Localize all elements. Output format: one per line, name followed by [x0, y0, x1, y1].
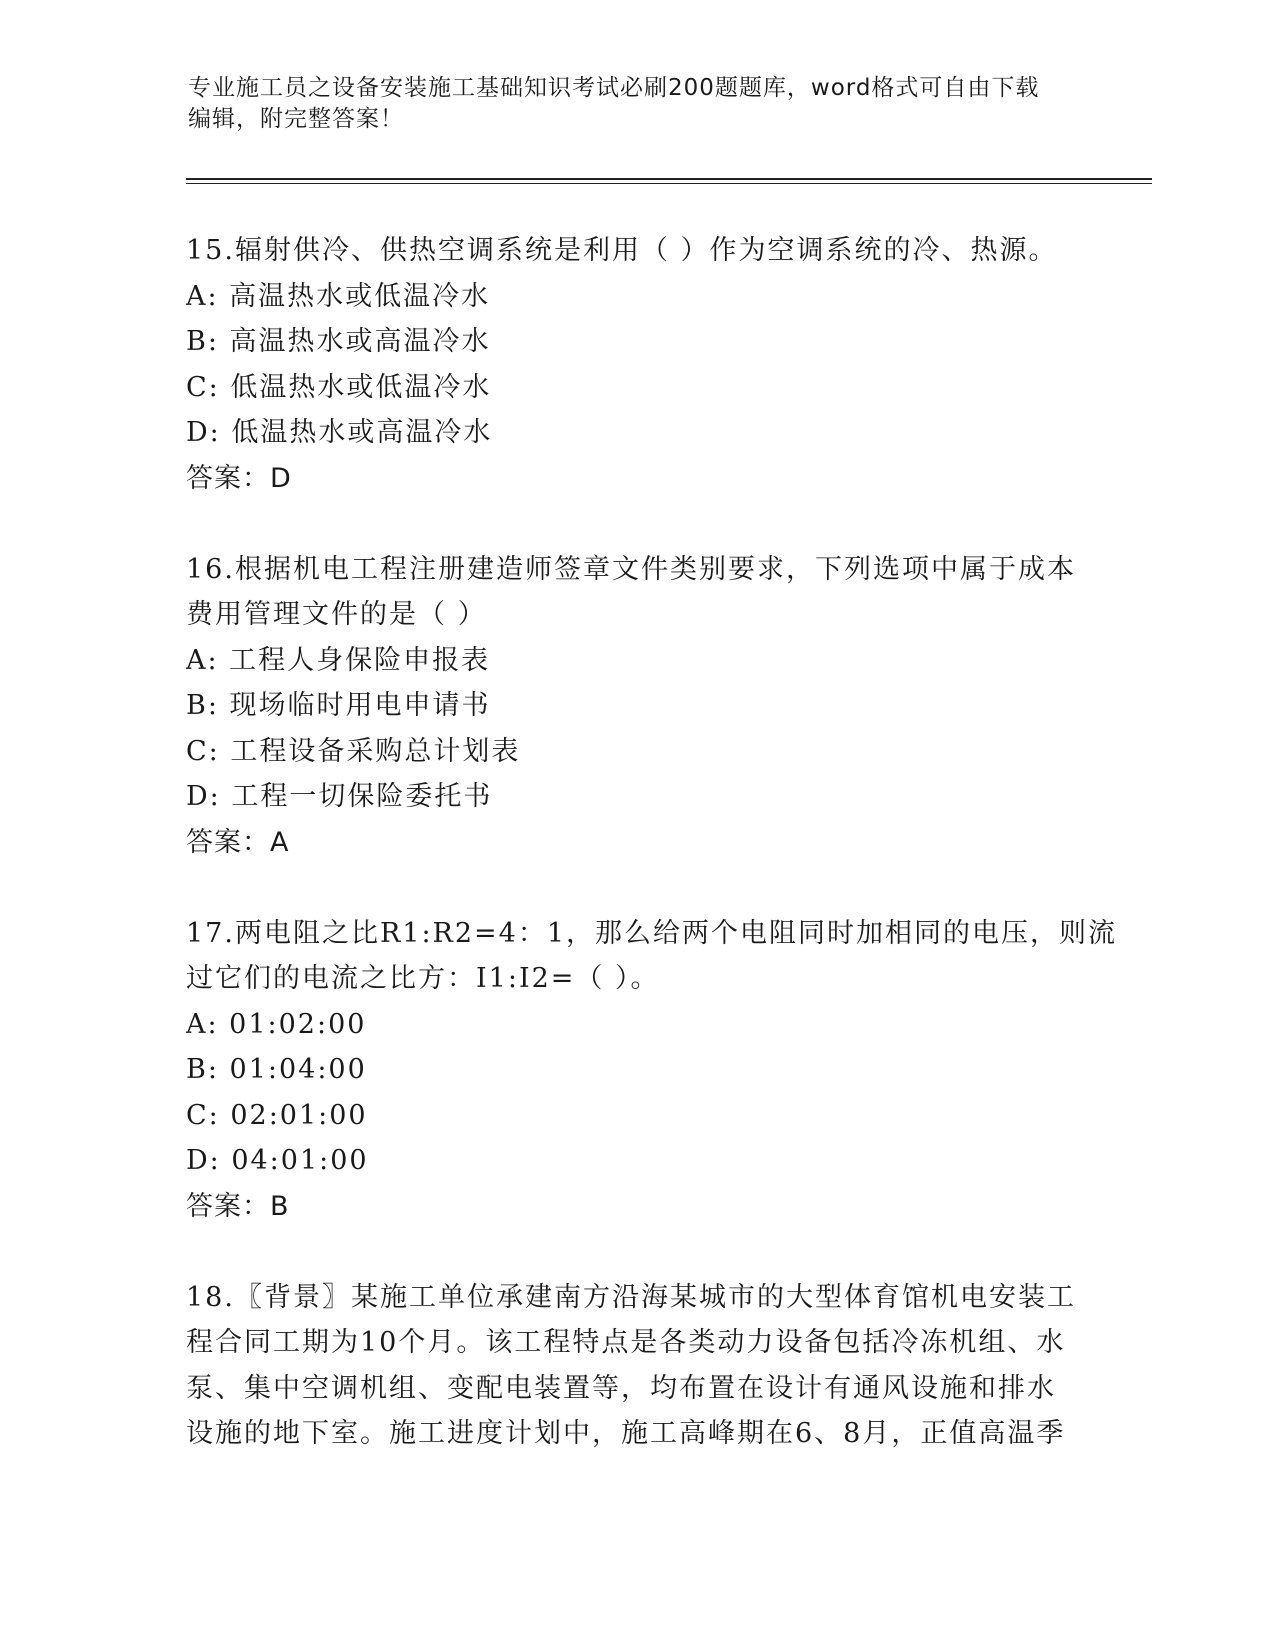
question-stem: 程合同工期为10个月。该工程特点是各类动力设备包括冷冻机组、水	[186, 1327, 1066, 1358]
question-stem: 设施的地下室。施工进度计划中，施工高峰期在6、8月，正值高温季	[186, 1418, 1066, 1449]
option-d: D: 低温热水或高温冷水	[186, 417, 493, 448]
option-c: C: 低温热水或低温冷水	[186, 371, 492, 403]
header-line: 专业施工员之设备安装施工基础知识考试必刷200题题库，word格式可自由下载	[188, 75, 1040, 101]
option-b: B: 01:04:00	[186, 1054, 367, 1085]
header-line: 编辑，附完整答案！	[188, 106, 404, 132]
question-stem: 16.根据机电工程注册建造师签章文件类别要求，下列选项中属于成本	[186, 553, 1076, 585]
question-stem: 费用管理文件的是（ ）	[186, 599, 487, 630]
header-divider-thin	[186, 183, 1152, 184]
question-stem: 过它们的电流之比方：I1:I2=（ ）。	[186, 963, 660, 994]
answer-line: 答案：D	[186, 462, 292, 494]
document-header	[188, 73, 1068, 135]
question-block	[186, 911, 1118, 1230]
spacer	[186, 865, 1106, 911]
question-stem: 泵、集中空调机组、变配电装置等，均布置在设计有通风设施和排水	[186, 1372, 1056, 1404]
question-stem: 18.〖背景〗某施工单位承建南方沿海某城市的大型体育馆机电安装工	[186, 1281, 1076, 1313]
question-stem: 15.辐射供冷、供热空调系统是利用（ ）作为空调系统的冷、热源。	[186, 235, 1058, 266]
question-stem: 17.两电阻之比R1:R2=4：1，那么给两个电阻同时加相同的电压，则流	[186, 917, 1118, 949]
option-d: D: 工程一切保险委托书	[186, 781, 493, 812]
option-c: C: 02:01:00	[186, 1099, 368, 1131]
spacer	[186, 501, 1106, 547]
option-c: C: 工程设备采购总计划表	[186, 735, 521, 767]
answer-line: 答案：A	[186, 826, 290, 858]
question-block	[186, 1275, 1106, 1457]
option-d: D: 04:01:00	[186, 1145, 369, 1176]
option-b: B: 高温热水或高温冷水	[186, 326, 491, 357]
answer-line: 答案：B	[186, 1190, 290, 1222]
question-block	[186, 228, 1106, 501]
question-list	[186, 228, 1118, 1457]
option-a: A: 01:02:00	[186, 1008, 367, 1040]
spacer	[186, 1229, 1106, 1275]
option-a: A: 工程人身保险申报表	[186, 644, 491, 676]
option-a: A: 高温热水或低温冷水	[186, 280, 491, 312]
header-divider	[186, 178, 1152, 180]
option-b: B: 现场临时用电申请书	[186, 690, 491, 721]
question-block	[186, 547, 1106, 866]
